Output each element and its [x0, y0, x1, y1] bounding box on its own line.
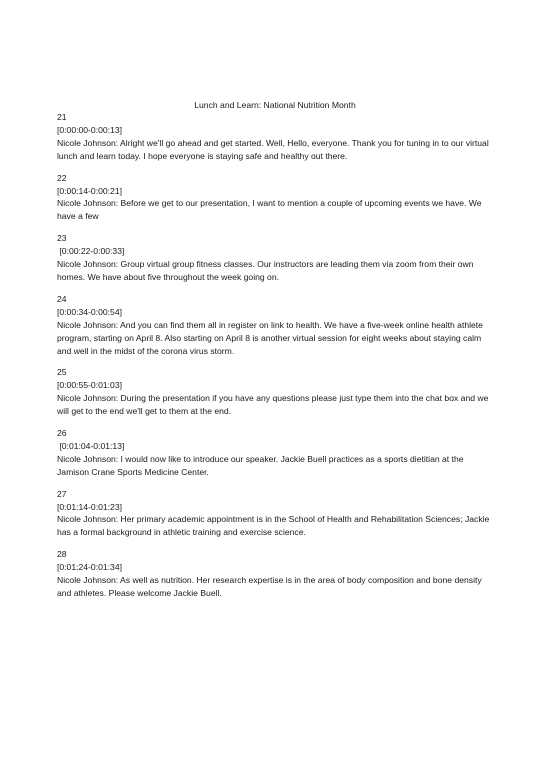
transcript-segment [57, 427, 493, 479]
segment-number: 28 [57, 549, 67, 560]
transcript-segment [57, 488, 493, 540]
segment-number: 22 [57, 172, 67, 183]
segment-number: 26 [57, 428, 67, 439]
segment-timestamp: [0:01:24-0:01:34] [57, 562, 122, 573]
segment-timestamp: [0:00:14-0:00:21] [57, 185, 122, 196]
segment-text: Nicole Johnson: Alright we'll go ahead and get started. Well, Hello, everyone. Thank you for tuning in to our virtual lunch and learn today. I hope everyone is staying safe and healthy out there. [57, 137, 489, 161]
transcript [57, 111, 493, 609]
segment-number: 25 [57, 367, 67, 378]
segment-text: Nicole Johnson: I would now like to introduce our speaker. Jackie Buell practices as a sports dietitian at the Jamison Crane Sports Medicine Center. [57, 453, 464, 477]
segment-timestamp: [0:00:00-0:00:13] [57, 124, 122, 135]
segment-text: Nicole Johnson: Before we get to our presentation, I want to mention a couple of upcoming events we have. We have a few [57, 198, 482, 222]
segment-timestamp: [0:00:55-0:01:03] [57, 380, 122, 391]
segment-number: 27 [57, 488, 67, 499]
segment-number: 24 [57, 293, 67, 304]
transcript-segment [57, 172, 493, 224]
segment-text: Nicole Johnson: During the presentation if you have any questions please just type them into the chat box and we will get to the end we'll get to them at the end. [57, 393, 489, 417]
segment-text: Nicole Johnson: And you can find them all in register on link to health. We have a five-week online health athlete program, starting on April 8. Also starting on April 8 is another virtual session for eight weeks about staying calm and well in the midst of the corona virus storm. [57, 319, 483, 356]
transcript-segment [57, 548, 493, 600]
segment-number: 21 [57, 112, 67, 122]
segment-timestamp: [0:00:34-0:00:54] [57, 306, 122, 317]
segment-timestamp: [0:01:14-0:01:23] [57, 501, 122, 512]
transcript-segment [57, 232, 493, 284]
transcript-segment [57, 111, 493, 163]
transcript-segment [57, 293, 493, 358]
segment-text: Nicole Johnson: Her primary academic appointment is in the School of Health and Rehabilitation Sciences; Jackie has a formal background in athletic training and exercise science. [57, 514, 490, 538]
document-title: Lunch and Learn: National Nutrition Month [194, 100, 356, 110]
segment-text: Nicole Johnson: Group virtual group fitness classes. Our instructors are leading them via zoom from their own homes. We have about five throughout the week going on. [57, 259, 474, 282]
transcript-segment [57, 366, 493, 418]
segment-timestamp: [0:00:22-0:00:33] [57, 246, 125, 257]
segment-timestamp: [0:01:04-0:01:13] [57, 440, 125, 451]
segment-number: 23 [57, 233, 67, 244]
segment-text: Nicole Johnson: As well as nutrition. Her research expertise is in the area of body composition and bone density and athletes. Please welcome Jackie Buell. [57, 575, 482, 598]
